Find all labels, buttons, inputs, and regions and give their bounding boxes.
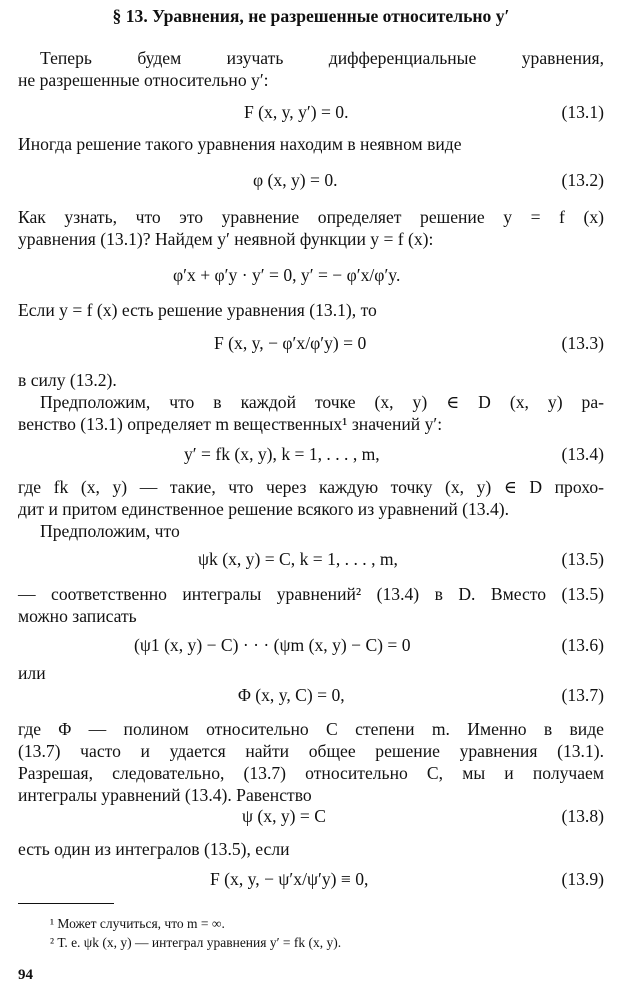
text-line: уравнения (13.1)? Найдем y′ неявной функции y = f (x): bbox=[18, 229, 434, 249]
book-page bbox=[18, 0, 604, 1000]
section-heading: § 13. Уравнения, не разрешенные относительно y′ bbox=[112, 6, 510, 26]
equation-number: (13.4) bbox=[561, 444, 604, 464]
footnote-1: ¹ Может случиться, что m = ∞. bbox=[50, 916, 225, 931]
text-line: Если y = f (x) есть решение уравнения (13.1), то bbox=[18, 300, 377, 320]
page-number: 94 bbox=[18, 967, 33, 983]
footnote-2: ² Т. е. ψk (x, y) — интеграл уравнения y′ = fk (x, y). bbox=[50, 935, 342, 950]
text-line: Предположим, что bbox=[40, 521, 180, 541]
equation-body: ψk (x, y) = C, k = 1, . . . , m, bbox=[198, 549, 398, 569]
equation-number: (13.7) bbox=[561, 685, 604, 705]
equation-number: (13.9) bbox=[561, 869, 604, 889]
equation-body: F (x, y, − φ′x/φ′y) = 0 bbox=[214, 333, 367, 353]
text-line: дит и притом единственное решение всякого из уравнений (13.4). bbox=[18, 499, 510, 519]
text-line: — соответственно интегралы уравнений² (13.4) в D. Вместо (13.5) bbox=[18, 584, 604, 604]
text-line: Как узнать, что это уравнение определяет решение y = f (x) bbox=[18, 207, 604, 227]
text-line: венство (13.1) определяет m вещественных¹ значений y′: bbox=[18, 414, 443, 434]
text-line: можно записать bbox=[18, 606, 137, 626]
text-line: Иногда решение такого уравнения находим в неявном виде bbox=[18, 134, 462, 154]
equation-body: Φ (x, y, C) = 0, bbox=[238, 685, 345, 705]
equation-number: (13.8) bbox=[561, 806, 604, 826]
equation-number: (13.1) bbox=[561, 102, 604, 122]
equation-body: y′ = fk (x, y), k = 1, . . . , m, bbox=[184, 444, 380, 464]
text-line: в силу (13.2). bbox=[18, 370, 117, 390]
footnote-rule bbox=[18, 903, 114, 904]
equation-number: (13.3) bbox=[561, 333, 604, 353]
text-line: (13.7) часто и удается найти общее решение уравнения (13.1). bbox=[18, 741, 604, 761]
equation-number: (13.2) bbox=[561, 170, 604, 190]
text-line: есть один из интегралов (13.5), если bbox=[18, 839, 290, 859]
equation-body: F (x, y, y′) = 0. bbox=[244, 102, 349, 122]
equation-body: ψ (x, y) = C bbox=[242, 806, 326, 826]
equation-body: (ψ1 (x, y) − C) · · · (ψm (x, y) − C) = 0 bbox=[134, 635, 411, 655]
equation-body: F (x, y, − ψ′x/ψ′y) ≡ 0, bbox=[210, 869, 369, 889]
text-line: где Φ — полином относительно C степени m. Именно в виде bbox=[18, 719, 604, 739]
equation-number: (13.5) bbox=[561, 549, 604, 569]
text-line: где fk (x, y) — такие, что через каждую точку (x, y) ∈ D прохо- bbox=[18, 477, 604, 497]
text-line: или bbox=[18, 663, 46, 683]
equation-body: φ′x + φ′y · y′ = 0, y′ = − φ′x/φ′y. bbox=[173, 265, 401, 285]
equation-body: φ (x, y) = 0. bbox=[253, 170, 338, 190]
text-line: не разрешенные относительно y′: bbox=[18, 70, 269, 90]
text-line: Разрешая, следовательно, (13.7) относительно C, мы и получаем bbox=[18, 763, 604, 783]
text-line: интегралы уравнений (13.4). Равенство bbox=[18, 785, 312, 805]
equation-number: (13.6) bbox=[561, 635, 604, 655]
text-line: Теперь будем изучать дифференциальные уравнения, bbox=[40, 48, 604, 68]
text-line: Предположим, что в каждой точке (x, y) ∈ D (x, y) ра- bbox=[40, 392, 604, 412]
